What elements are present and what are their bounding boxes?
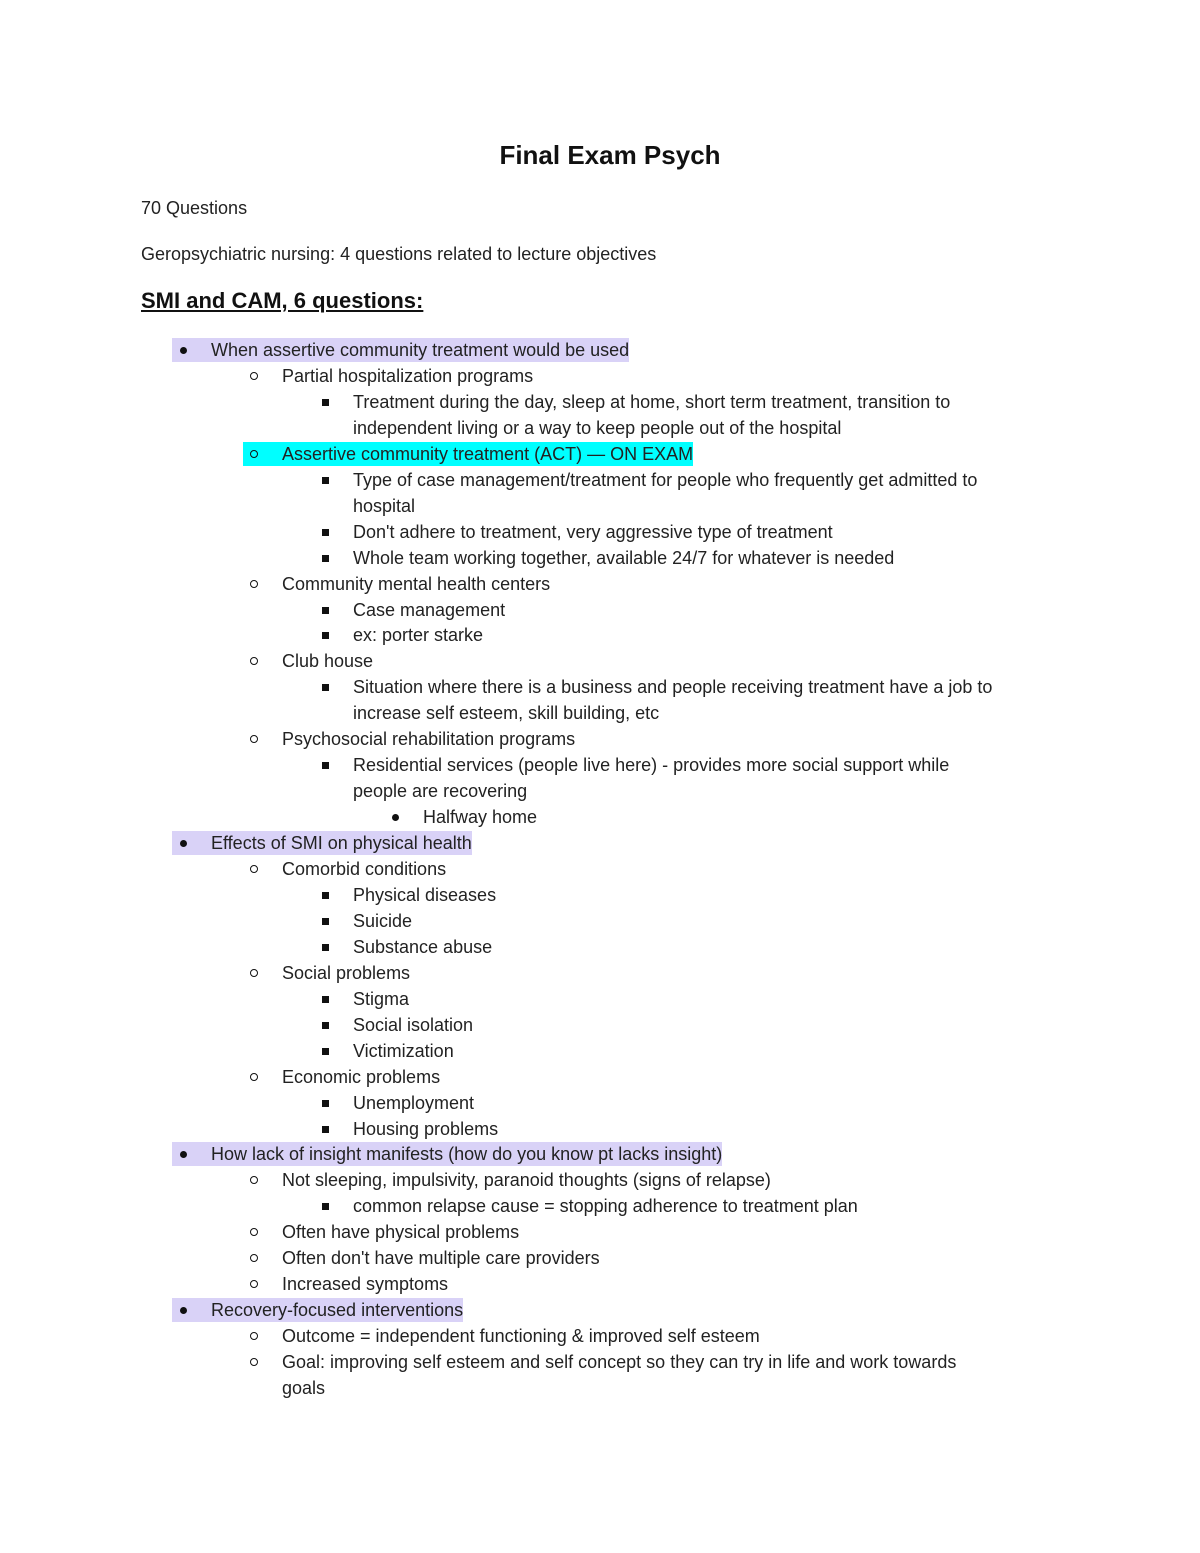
outline-item-text: Type of case management/treatment for people who frequently get admitted to <box>353 469 978 490</box>
outline-item-text: Residential services (people live here) - provides more social support while <box>353 755 950 776</box>
question-count: 70 Questions <box>141 198 248 218</box>
outline-item-text: Increased symptoms <box>282 1274 449 1295</box>
outline-item-text: Suicide <box>353 910 413 931</box>
outline-item-text: independent living or a way to keep people out of the hospital <box>353 417 842 438</box>
outline-item-text: Goal: improving self esteem and self concept so they can try in life and work towards <box>282 1352 957 1373</box>
outline-item-text: Don't adhere to treatment, very aggressive type of treatment <box>353 521 833 542</box>
outline-item-text: Substance abuse <box>353 936 493 957</box>
outline-item-text: Not sleeping, impulsivity, paranoid thoughts (signs of relapse) <box>282 1170 771 1191</box>
outline-item-text: Housing problems <box>353 1118 499 1139</box>
outline-item-text: Partial hospitalization programs <box>282 365 534 386</box>
outline-item-text: hospital <box>353 495 416 516</box>
outline-item-text: Assertive community treatment (ACT) — ON EXAM <box>282 443 694 464</box>
outline-item-text: Social problems <box>282 962 411 983</box>
outline-item-text: Physical diseases <box>353 884 497 905</box>
outline-item-text: Halfway home <box>423 807 538 828</box>
outline-item-text: Outcome = independent functioning & improved self esteem <box>282 1326 760 1347</box>
outline-item-text: When assertive community treatment would be used <box>211 340 630 360</box>
outline-item-text: Economic problems <box>282 1066 441 1087</box>
outline-item-text: Social isolation <box>353 1014 474 1035</box>
document-title: Final Exam Psych <box>499 140 721 170</box>
outline-item-text: Comorbid conditions <box>282 859 447 879</box>
outline-item-text: Often don't have multiple care providers <box>282 1248 600 1269</box>
outline-item-text: Club house <box>282 651 374 672</box>
outline-item-text: How lack of insight manifests (how do you know pt lacks insight) <box>211 1144 723 1165</box>
outline-item-text: ex: porter starke <box>353 625 484 646</box>
outline-item-text: people are recovering <box>353 781 528 802</box>
outline-item-text: Treatment during the day, sleep at home, short term treatment, transition to <box>353 391 951 412</box>
outline-item-text: Situation where there is a business and people receiving treatment have a job to <box>353 677 993 698</box>
section-heading: SMI and CAM, 6 questions: <box>141 288 424 313</box>
outline-item-text: Whole team working together, available 24/7 for whatever is needed <box>353 547 895 568</box>
outline-item-text: Effects of SMI on physical health <box>211 833 472 854</box>
outline-item-text: increase self esteem, skill building, etc <box>353 703 660 724</box>
outline-item-text: Case management <box>353 599 506 620</box>
outline-item-text: common relapse cause = stopping adherence to treatment plan <box>353 1196 858 1217</box>
outline-item-text: Psychosocial rehabilitation programs <box>282 729 576 750</box>
outline-item-text: Often have physical problems <box>282 1222 520 1243</box>
outline-item-text: Unemployment <box>353 1092 475 1113</box>
outline-item-text: goals <box>282 1378 326 1398</box>
outline-item-text: Stigma <box>353 988 410 1009</box>
outline-item-text: Victimization <box>353 1040 454 1061</box>
outline-item-text: Community mental health centers <box>282 573 551 594</box>
outline-item-text: Recovery-focused interventions <box>211 1300 464 1321</box>
geropsych-note: Geropsychiatric nursing: 4 questions related to lecture objectives <box>141 244 657 264</box>
